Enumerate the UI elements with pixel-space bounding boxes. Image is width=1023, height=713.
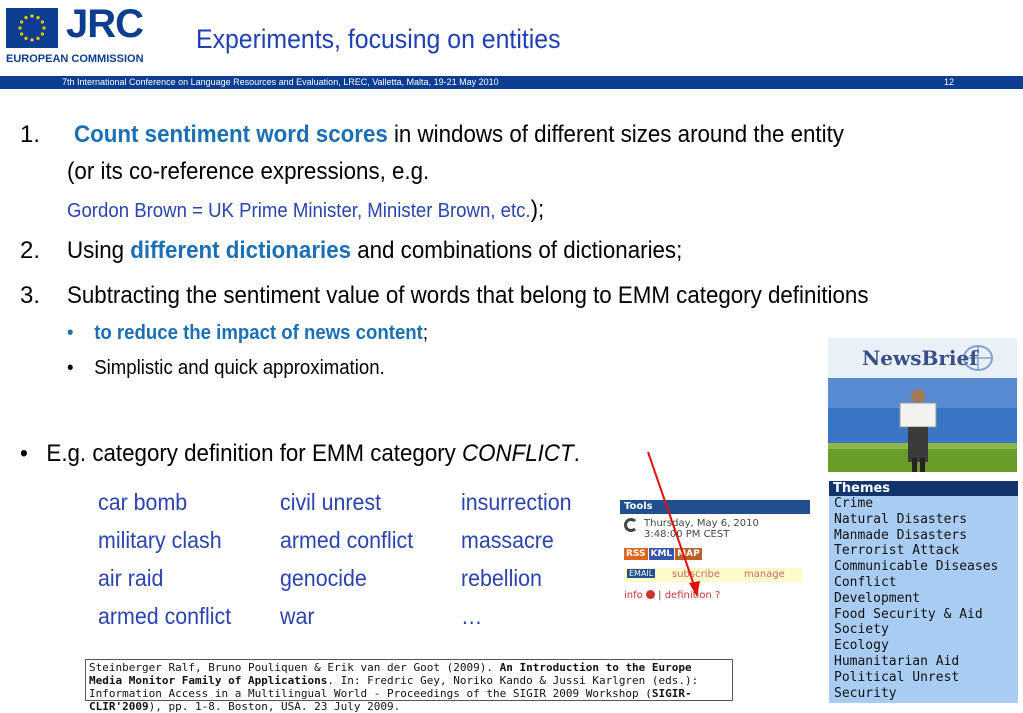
newsbrief-image [828,338,1017,472]
term-item: massacre [461,527,554,553]
manage-link[interactable]: manage [744,569,785,580]
tools-date-line-2: 3:48:00 PM CEST [644,529,730,540]
item-3-line: Subtracting the sentiment value of words that belong to EMM category definitions [67,282,869,309]
tools-header: Tools [620,500,810,514]
theme-item[interactable]: Political Unrest [834,669,960,685]
citation-rest-2: ), pp. 1-8. Boston, USA. 23 July 2009. [148,700,401,713]
theme-item[interactable]: Communicable Diseases [834,559,999,575]
kml-badge[interactable]: KML [650,549,673,559]
item-3-number: 3. [20,282,41,309]
term-item: rebellion [461,565,542,591]
theme-item[interactable]: Development [834,590,921,606]
item-2-pre: Using [67,237,131,264]
help-icon: ? [714,590,721,601]
item-1-text: in windows of different sizes around the entity [387,121,844,148]
sub-bullet-1-text: ; [422,322,429,344]
example-bullet-text: E.g. category definition for EMM category [46,440,463,467]
theme-item[interactable]: Manmade Disasters [834,527,968,543]
sub-bullet-1: • to reduce the impact of news content; [67,322,429,344]
page-number: 12 [944,77,955,87]
citation-box [85,659,733,713]
citation-venue: SIGIR-CLIR'2009 [89,687,692,713]
item-1-example-end: ); [530,196,545,223]
info-link[interactable]: info [624,590,643,601]
theme-item[interactable]: Conflict [834,574,897,590]
conference-label: 7th International Conference on Language Resources and Evaluation, LREC, Valletta, Malta, 19-21 May 2010 [62,77,499,87]
item-2-text: and combinations of dictionaries; [351,237,683,264]
example-bullet-category: CONFLICT [462,440,574,467]
theme-item[interactable]: Natural Disasters [834,511,968,527]
rss-badge[interactable]: RSS [626,549,646,559]
newsbrief-label: NewsBrief [862,346,978,370]
term-item: armed conflict [280,527,414,553]
item-1-highlight: Count sentiment word scores [74,121,388,148]
org-name: EUROPEAN COMMISSION [6,53,144,65]
sub-bullet-2: • Simplistic and quick approximation. [67,357,385,379]
info-row: info | definition ? [624,590,721,601]
item-1-example: Gordon Brown = UK Prime Minister, Minister Brown, etc. [67,200,531,222]
theme-item[interactable]: Humanitarian Aid [834,653,960,669]
sub-bullet-2-text: Simplistic and quick approximation. [94,357,385,379]
theme-item[interactable]: Terrorist Attack [834,543,960,559]
item-1-line-2: (or its co-reference expressions, e.g. [67,158,430,185]
example-bullet-end: . [573,440,580,467]
item-2-highlight: different dictionaries [130,237,352,264]
term-item: … [461,603,483,629]
term-item: insurrection [461,489,572,515]
definition-link[interactable]: definition [664,590,712,601]
sub-bullet-1-highlight: to reduce the impact of news content [94,322,423,344]
term-item: military clash [98,527,222,553]
term-item: car bomb [98,489,188,515]
theme-item[interactable]: Society [834,622,889,638]
term-item: genocide [280,565,367,591]
citation-authors: Steinberger Ralf, Bruno Pouliquen & Erik van der Goot (2009). [89,661,500,674]
jrc-brand-text: JRC [66,2,144,46]
subscribe-link[interactable]: subscribe [672,569,720,580]
theme-item[interactable]: Crime [834,496,874,511]
theme-item[interactable]: Food Security & Aid [834,606,983,622]
citation-title: An Introduction to the Europe Media Monitor Family of Applications [89,661,692,687]
theme-item[interactable]: Ecology [834,638,889,654]
term-item: armed conflict [98,603,232,629]
citation-rest-1: . In: Fredric Gey, Noriko Kando & Jussi Karlgren (eds.): Information Access in a Multilingual World - Proceedings of the SIGIR 2009 Workshop ( [89,674,699,700]
themes-list [829,496,1018,701]
term-item: air raid [98,565,164,591]
item-2-number: 2. [20,237,41,264]
example-bullet: • E.g. category definition for EMM category CONFLICT. [20,440,580,467]
item-1-number: 1. [20,121,41,148]
term-item: civil unrest [280,489,382,515]
email-badge[interactable]: EMAIL [629,569,654,578]
slide-title: Experiments, focusing on entities [196,24,561,54]
themes-panel [829,481,1018,703]
theme-item[interactable]: Security [834,685,897,701]
themes-header: Themes [829,481,1018,496]
tools-date-line-1: Thursday, May 6, 2010 [644,518,759,529]
term-item: war [280,603,315,629]
map-badge[interactable]: MAP [677,549,700,559]
